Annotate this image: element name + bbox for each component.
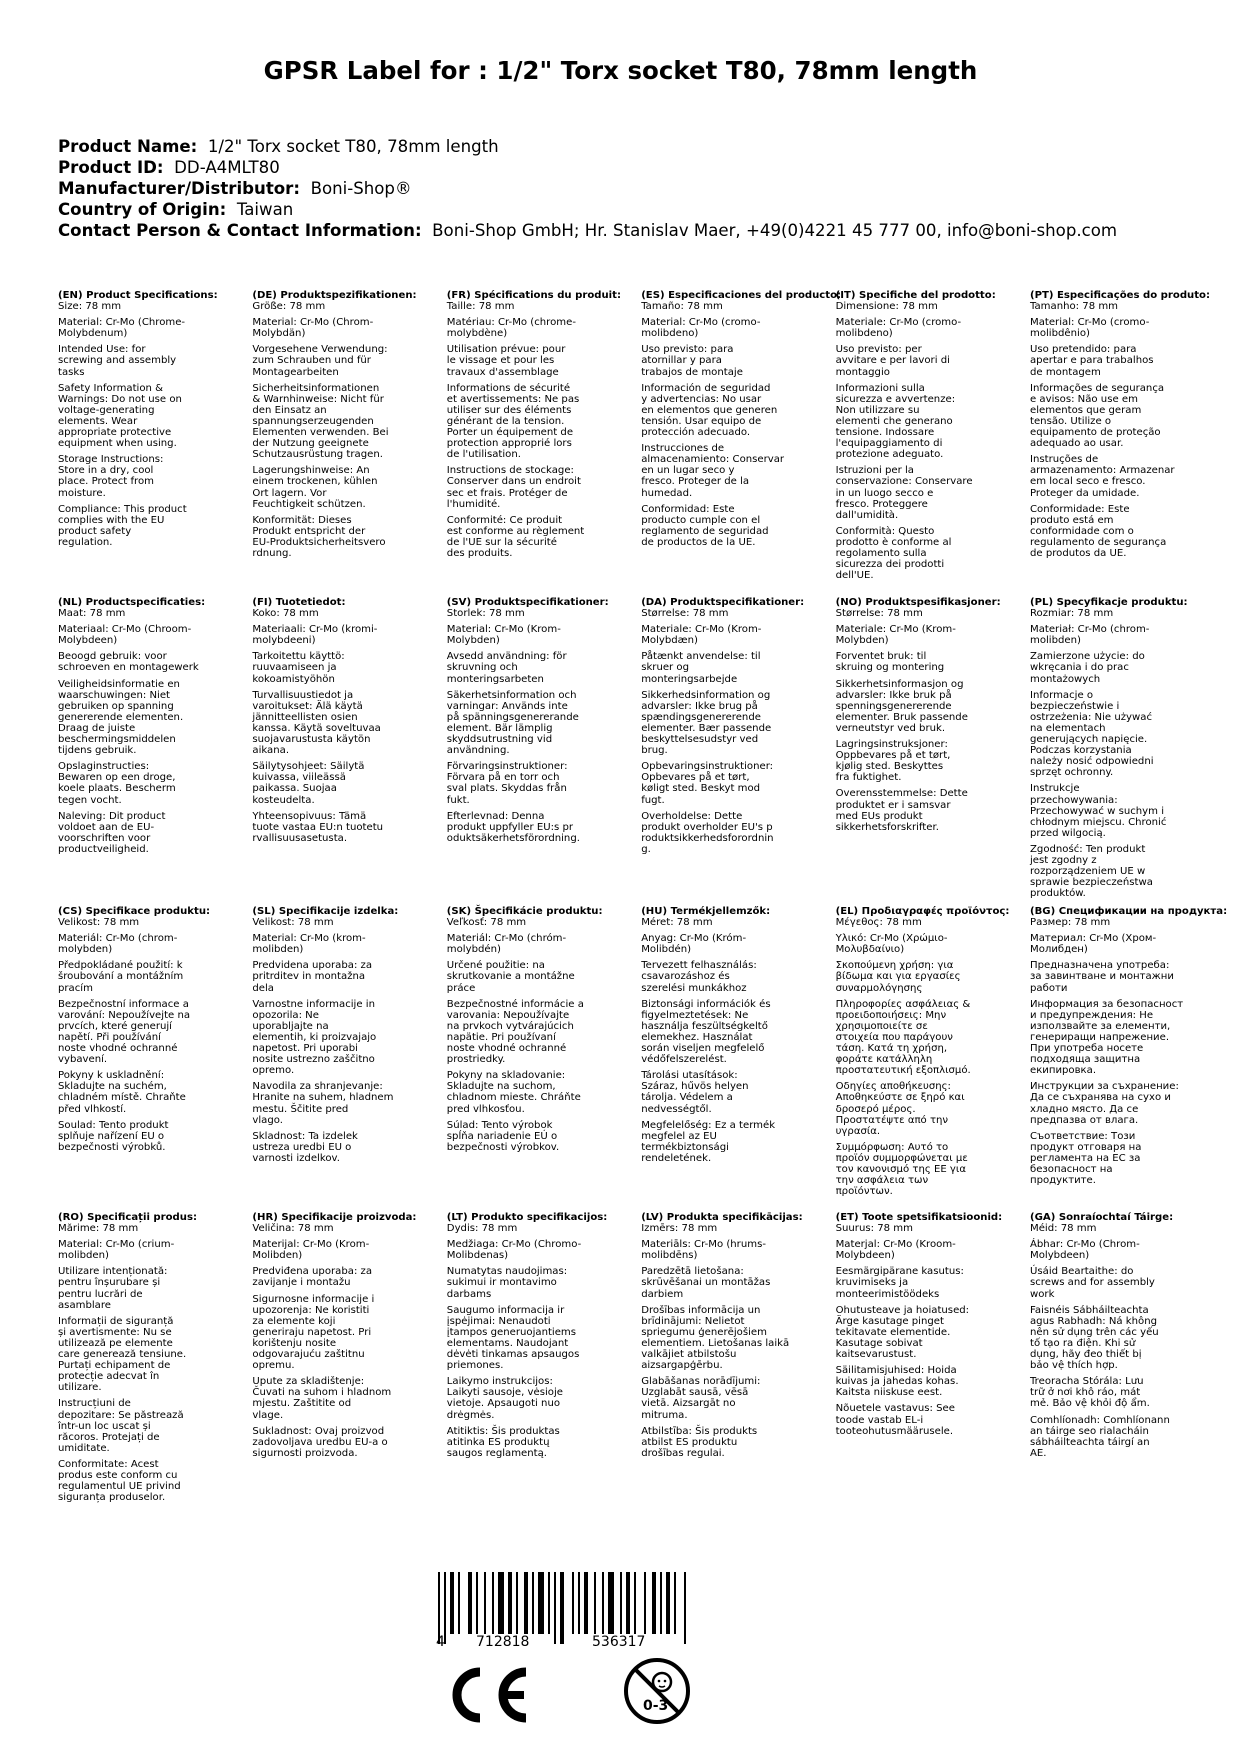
barcode-bar [508,1572,512,1634]
spec-paragraph: Velikost: 78 mm [58,917,140,929]
language-heading: (PL) Specyfikacje produktu: [1030,597,1188,608]
spec-paragraph: Material: Cr-Mo (Chrome- Molybdenum) [58,317,186,340]
language-heading: (FI) Tuotetiedot: [252,597,346,608]
barcode-bar [608,1572,614,1634]
spec-paragraph: Sigurnosne informacije i upozorenja: Ne koristiti za elemente koji generiraju napetost. Pri korištenju nosite odgovarajuću zaštitnu opremu. [252,1293,375,1372]
spec-paragraph: Förvaringsinstruktioner: Förvara på en torr och sval plats. Skyddas från fukt. [446,761,568,806]
spec-paragraph: Tárolási utasítások: Száraz, hűvös helyen tárolja. Védelem a nedvességtől. [641,1070,749,1115]
language-block [252,290,440,564]
spec-paragraph: Materiaal: Cr-Mo (Chroom- Molybdeen) [58,624,192,647]
spec-paragraph: Megfelelőség: Ez a termék megfelel az EU termékbiztonsági rendeletének. [641,1119,776,1164]
spec-paragraph: Οδηγίες αποθήκευσης: Αποθηκεύστε σε ξηρό και δροσερό μέρος. Προστατέψτε από την υγρασία. [835,1081,965,1137]
product-id-row [58,157,1208,178]
spec-paragraph: Predviđena uporaba: za zavijanje i montažu [252,1266,373,1289]
contact-label: Contact Person & Contact Information: [58,221,422,240]
spec-paragraph: Forventet bruk: til skruing og montering [835,651,945,674]
product-info [58,136,1208,241]
spec-paragraph: Materiale: Cr-Mo (Krom- Molybden) [835,624,956,647]
spec-paragraph: Predvidena uporaba: za pritrditev in montažna dela [252,960,373,994]
spec-paragraph: Material: Cr-Mo (Krom- Molybden) [446,624,561,647]
spec-paragraph: Opbevaringsinstruktioner: Opbevares på et tørt, køligt sted. Beskyt mod fugt. [641,761,774,806]
product-id-label: Product ID: [58,158,164,177]
spec-paragraph: Instrucțiuni de depozitare: Se păstrează într-un loc uscat și răcoros. Protejați de umiditate. [58,1398,184,1454]
spec-paragraph: Bezpečnostní informace a varování: Nepoužívejte na prvcích, které generují napětí. Při používání noste vhodné ochranné vybavení. [58,998,191,1066]
barcode-bar [594,1572,596,1634]
spec-paragraph: Instrucciones de almacenamiento: Conservar en un lugar seco y fresco. Proteger de la humedad. [641,443,785,499]
spec-paragraph: Předpokládané použití: k šroubování a montážním pracím [58,960,184,994]
spec-paragraph: Informacje o bezpieczeństwie i ostrzeżenia: Nie używać na elementach generujących napięcie. Podczas korzystania należy nosić odpowiedni sprzęt ochronny. [1030,689,1154,779]
spec-paragraph: Instruções de armazenamento: Armazenar em local seco e fresco. Proteger da umidade. [1030,454,1175,499]
spec-paragraph: Размер: 78 mm [1030,917,1111,929]
language-block [58,1212,246,1508]
manufacturer-value: Boni-Shop® [310,179,412,198]
spec-paragraph: Informații de siguranță și avertismente: Nu se utilizează pe elemente care generează tensiune. Purtați echipament de protecție adecvat în utilizare. [58,1315,187,1394]
spec-paragraph: Eesmärgipärane kasutus: kruvimiseks ja monteerimistöödeks [835,1266,964,1300]
spec-paragraph: Paredzētā lietošana: skrūvēšanai un montāžas darbiem [641,1266,771,1300]
spec-paragraph: Materiaali: Cr-Mo (kromi- molybdeeni) [252,624,378,647]
language-heading: (SK) Špecifikácie produktu: [446,906,603,917]
spec-paragraph: Naleving: Dit product voldoet aan de EU- voorschriften voor productveiligheid. [58,810,166,855]
spec-paragraph: Conformité: Ce produit est conforme au règlement de l'UE sur la sécurité des produits. [446,514,585,559]
language-block [836,1212,1024,1442]
language-block [58,290,246,553]
spec-paragraph: Turvallisuustiedot ja varoitukset: Älä käytä jännitteellisten osien kanssa. Käytä soveltuvaa suojavarustusta käytön aikana. [252,689,381,757]
age-warning-icon [622,1656,692,1726]
spec-paragraph: Beoogd gebruik: voor schroeven en montagewerk [58,651,199,674]
spec-paragraph: Veličina: 78 mm [252,1223,334,1235]
barcode-bar [468,1572,472,1634]
spec-paragraph: Intended Use: for screwing and assembly tasks [58,344,177,378]
spec-paragraph: Overholdelse: Dette produkt overholder EU's p roduktsikkerhedsforordnin g. [641,810,774,855]
barcode-bar [602,1572,604,1634]
spec-paragraph: Συμμόρφωση: Αυτό το προϊόν συμμορφώνεται με τον κανονισμό της ΕΕ για την ασφάλεια των προϊόντων. [835,1141,968,1198]
spec-paragraph: Treoracha Stórála: Lưu trữ ở nơi khô ráo, mát mẻ. Bảo vệ khỏi độ ẩm. [1030,1376,1150,1410]
barcode-bar [620,1572,622,1634]
language-block [447,290,635,564]
barcode-bar [548,1572,550,1634]
language-block [252,597,440,849]
spec-paragraph: Material: Cr-Mo (cromo- molibdênio) [1030,317,1150,340]
language-heading: (HR) Specifikacije proizvoda: [252,1212,417,1223]
spec-paragraph: Ohutusteave ja hoiatused: Ärge kasutage pinget tekitavate elementide. Kasutage sobivat kaitsevarustust. [835,1304,970,1361]
spec-paragraph: Dimensione: 78 mm [835,301,938,313]
spec-paragraph: Overensstemmelse: Dette produktet er i samsvar med EUs produkt sikkerhetsforskrifter. [835,788,968,833]
spec-paragraph: Conformitate: Acest produs este conform cu regulamentul UE privind siguranța produselor. [58,1458,181,1504]
spec-paragraph: Atbilstība: Šis produkts atbilst ES produktu drošības regulai. [641,1425,758,1459]
spec-paragraph: Bezpečnostné informácie a varovania: Nepoužívajte na prvkoch vytvárajúcich napätie. Pri používaní noste vhodné ochranné prostriedky. [446,998,584,1066]
spec-paragraph: Säilitamisjuhised: Hoida kuivas ja jahedas kohas. Kaitsta niiskuse eest. [835,1365,959,1399]
spec-paragraph: Maat: 78 mm [58,608,126,620]
spec-paragraph: Utilizare intenționată: pentru înșurubare și pentru lucrări de asamblare [58,1266,168,1311]
language-block [836,597,1024,838]
spec-paragraph: Material: Cr-Mo (cromo- molibdeno) [641,317,761,340]
barcode-bar [492,1572,494,1634]
language-heading: (EN) Product Specifications: [58,290,218,301]
language-block [252,906,440,1169]
spec-paragraph: Sicherheitsinformationen & Warnhinweise: Nicht für den Einsatz an spannungserzeugenden Elementen verwenden. Bei der Nutzung geeignete Schutzausrüstung tragen. [252,382,389,461]
spec-paragraph: Ábhar: Cr-Mo (Chrom- Molybdeen) [1030,1239,1140,1262]
language-heading: (DE) Produktspezifikationen: [252,290,417,301]
barcode-bar [578,1572,580,1634]
spec-paragraph: Materiál: Cr-Mo (chróm- molybdén) [446,933,567,956]
spec-paragraph: Σκοπούμενη χρήση: για βίδωμα και για εργασίες συναρμολόγησης [835,960,961,994]
language-heading: (BG) Спецификации на продукта: [1030,906,1228,917]
spec-paragraph: Materjal: Cr-Mo (Kroom- Molybdeen) [835,1239,956,1262]
barcode-bar [476,1572,478,1634]
barcode-bar [626,1572,630,1634]
barcode-bar [666,1572,670,1634]
spec-paragraph: Pokyny na skladovanie: Skladujte na suchom, chladnom mieste. Chráňte pred vlhkosťou. [446,1070,581,1115]
product-id-value: DD-A4MLT80 [174,158,280,177]
spec-paragraph: Taille: 78 mm [446,301,515,313]
barcode-bar [634,1572,636,1634]
language-heading: (SL) Specifikacije izdelka: [252,906,399,917]
spec-paragraph: Navodila za shranjevanje: Hranite na suhem, hladnem mestu. Ščitite pred vlago. [252,1081,394,1126]
language-heading: (DA) Produktspecifikationer: [641,597,805,608]
spec-paragraph: Varnostne informacije in opozorila: Ne uporabljajte na elementih, ki proizvajajo napetost. Pri uporabi nosite ustrezno zaščitno opremo. [252,998,377,1077]
spec-paragraph: Rozmiar: 78 mm [1030,608,1114,620]
spec-paragraph: Suurus: 78 mm [835,1223,913,1235]
spec-paragraph: Anyag: Cr-Mo (Króm- Molibdén) [641,933,747,956]
spec-paragraph: Mărime: 78 mm [58,1223,139,1235]
spec-paragraph: Storlek: 78 mm [446,608,525,620]
spec-paragraph: Tamanho: 78 mm [1030,301,1118,313]
language-heading: (LT) Produkto specifikacijos: [446,1212,608,1223]
spec-paragraph: Méret: 78 mm [641,917,713,929]
barcode-bar [538,1572,544,1634]
language-block [1030,290,1218,564]
age-label: 0-3 [643,1698,669,1714]
barcode-bar [584,1572,588,1634]
spec-paragraph: Opslaginstructies: Bewaren op een droge, koele plaats. Bescherm tegen vocht. [58,761,176,806]
spec-paragraph: Материал: Cr-Mo (Хром- Молибден) [1030,933,1157,956]
language-block [836,906,1024,1202]
spec-paragraph: Instrukcje przechowywania: Przechowywać w suchym i chłodnym miejscu. Chronić przed wilgocią. [1030,783,1167,839]
barcode-bar [560,1572,564,1644]
spec-paragraph: Sikkerhedsinformation og advarsler: Ikke brug på spændingsgenererende elementer. Bær passende beskyttelsesudstyr ved brug. [641,689,772,757]
barcode-bar [660,1572,662,1634]
language-block [447,1212,635,1464]
language-heading: (HU) Termékjellemzők: [641,906,771,917]
spec-paragraph: Medžiaga: Cr-Mo (Chromo- Molibdenas) [446,1239,582,1262]
language-heading: (NO) Produktspesifikasjoner: [835,597,1001,608]
spec-paragraph: Instructions de stockage: Conserver dans un endroit sec et frais. Protéger de l'humidité. [446,465,581,510]
spec-paragraph: Utilisation prévue: pour le vissage et pour les travaux d'assemblage [446,344,566,378]
spec-paragraph: Uso previsto: per avvitare e per lavori di montaggio [835,344,950,378]
spec-paragraph: Soulad: Tento produkt splňuje nařízení EU o bezpečnosti výrobků. [58,1119,169,1153]
spec-paragraph: Veiligheidsinformatie en waarschuwingen: Niet gebruiken op spanning genererende elementen. Draag de juiste beschermingsmiddelen tijdens gebruik. [58,678,184,757]
spec-paragraph: Υλικό: Cr-Mo (Χρώμιο- Μολυβδαίνιο) [835,933,948,956]
spec-paragraph: Saugumo informacija ir įspėjimai: Nenaudoti įtampos generuojantiems elementams. Naudojant dėvėti tinkamas apsaugos priemones. [446,1304,580,1372]
spec-paragraph: Vorgesehene Verwendung: zum Schrauben und für Montagearbeiten [252,344,388,378]
spec-paragraph: Velikost: 78 mm [252,917,334,929]
spec-paragraph: Úsáid Beartaithe: do screws and for assembly work [1030,1266,1155,1300]
language-heading: (PT) Especificações do produto: [1030,290,1211,301]
spec-paragraph: Veľkosť: 78 mm [446,917,527,929]
spec-paragraph: Drošības informācija un brīdinājumi: Nelietot spriegumu ģenerējošiem elementiem. Lietošanas laikā valkājiet atbilstošu aizsargapģērbu. [641,1304,790,1372]
language-block [58,906,246,1158]
language-heading: (GA) Sonraíochtaí Táirge: [1030,1212,1174,1223]
barcode-bar [532,1572,534,1634]
barcode-bar [572,1572,574,1634]
language-block [641,597,829,860]
spec-paragraph: Инструкции за съхранение: Да се съхранява на сухо и хладно място. Да се предпазва от влага. [1030,1081,1179,1126]
spec-paragraph: Säilytysohjeet: Säilytä kuivassa, viileässä paikassa. Suojaa kosteudelta. [252,761,365,806]
spec-paragraph: Určené použitie: na skrutkovanie a montážne práce [446,960,575,994]
country-label: Country of Origin: [58,200,227,219]
spec-paragraph: Zgodność: Ten produkt jest zgodny z rozporządzeniem UE w sprawie bezpieczeństwa produktów. [1030,843,1153,900]
spec-paragraph: Súlad: Tento výrobok spĺňa nariadenie EÚ o bezpečnosti výrobkov. [446,1119,560,1153]
barcode-bar [554,1572,556,1644]
spec-paragraph: Lagringsinstruksjoner: Oppbevares på et tørt, kjølig sted. Beskyttes fra fuktighet. [835,739,951,784]
spec-paragraph: Numatytas naudojimas: sukimui ir montavimo darbams [446,1266,568,1300]
language-block [252,1212,440,1464]
barcode-bar [524,1572,528,1634]
language-block [447,597,635,849]
contact-row [58,220,1208,241]
spec-paragraph: Pokyny k uskladnění: Skladujte na suchém, chladném místě. Chraňte před vlhkostí. [58,1070,186,1115]
contact-value: Boni-Shop GmbH; Hr. Stanislav Maer, +49(0)4221 45 777 00, info@boni-shop.com [432,221,1118,240]
page-title: GPSR Label for : 1/2" Torx socket T80, 78mm length [263,56,978,85]
language-block [1030,906,1228,1191]
spec-paragraph: Skladnost: Ta izdelek ustreza uredbi EU o varnosti izdelkov. [252,1130,358,1164]
language-heading: (ET) Toote spetsifikatsioonid: [835,1212,1003,1223]
spec-paragraph: Size: 78 mm [58,301,122,313]
spec-paragraph: Materiale: Cr-Mo (cromo- molibdeno) [835,317,962,340]
barcode-first-digit: 4 [436,1634,445,1650]
language-block [1030,1212,1218,1464]
spec-paragraph: Информация за безопасност и предупреждения: Не използвайте за елементи, генериращи напрежение. При употреба носете подходяща защитна екипировка. [1030,998,1184,1077]
spec-paragraph: Zamierzone użycie: do wkręcania i do prac montażowych [1030,651,1145,685]
spec-paragraph: Materiał: Cr-Mo (chrom- molibden) [1030,624,1150,647]
manufacturer-row [58,178,1208,199]
barcode-bar [450,1572,454,1634]
spec-paragraph: Material: Cr-Mo (Chrom- Molybdän) [252,317,374,340]
language-heading: (CS) Specifikace produktu: [58,906,211,917]
spec-paragraph: Tervezett felhasználás: csavarozáshoz és szerelési munkákhoz [641,960,757,994]
spec-paragraph: Efterlevnad: Denna produkt uppfyller EU:s pr oduktsäkerhetsförordning. [446,810,580,844]
country-value: Taiwan [236,200,294,219]
language-block [641,906,829,1169]
spec-paragraph: Atitiktis: Šis produktas atitinka ES produktų saugos reglamentą. [446,1425,560,1459]
spec-paragraph: Sukladnost: Ovaj proizvod zadovoljava uredbu EU-a o sigurnosti proizvoda. [252,1425,388,1459]
language-block [1030,597,1218,904]
language-heading: (FR) Spécifications du produit: [446,290,621,301]
spec-paragraph: Conformidad: Este producto cumple con el reglamento de seguridad de productos de la UE. [641,503,769,548]
spec-paragraph: Materiale: Cr-Mo (Krom- Molybdæn) [641,624,762,647]
barcode-bar [498,1572,504,1634]
spec-paragraph: Matériau: Cr-Mo (chrome- molybdène) [446,317,576,340]
barcode-right-digits: 536317 [592,1634,646,1650]
language-heading: (RO) Specificații produs: [58,1212,198,1223]
spec-paragraph: Istruzioni per la conservazione: Conservare in un luogo secco e fresco. Proteggere dall'umidità. [835,465,973,521]
spec-paragraph: Tamaño: 78 mm [641,301,723,313]
language-block [641,290,842,553]
barcode-left-digits: 712818 [476,1634,530,1650]
language-heading: (LV) Produkta specifikācijas: [641,1212,803,1223]
language-heading: (IT) Specifiche del prodotto: [835,290,996,301]
barcode-bar [458,1572,460,1634]
product-name-label: Product Name: [58,137,198,156]
spec-paragraph: Informations de sécurité et avertissements: Ne pas utiliser sur des éléments générant de la tension. Porter un équipement de protection approprié lors de l'utilisation. [446,382,580,461]
spec-paragraph: Dydis: 78 mm [446,1223,518,1235]
spec-paragraph: Yhteensopivuus: Tämä tuote vastaa EU:n tuotetu rvallisuusasetusta. [252,810,384,844]
ce-mark-icon [446,1664,532,1726]
spec-paragraph: Méid: 78 mm [1030,1223,1097,1235]
spec-paragraph: Størrelse: 78 mm [641,608,729,620]
spec-paragraph: Съответствие: Този продукт отговаря на регламента на ЕС за безопасност на продуктите. [1030,1130,1142,1187]
barcode-bar [484,1572,486,1634]
language-heading: (ES) Especificaciones del producto: [641,290,842,301]
spec-paragraph: Storage Instructions: Store in a dry, cool place. Protect from moisture. [58,454,164,499]
spec-paragraph: Uso pretendido: para apertar e para trabalhos de montagem [1030,344,1154,378]
spec-paragraph: Material: Cr-Mo (krom- molibden) [252,933,366,956]
spec-paragraph: Påtænkt anvendelse: til skruer og monteringsarbejde [641,651,761,685]
language-block [836,290,1024,586]
spec-paragraph: Avsedd användning: för skruvning och monteringsarbeten [446,651,567,685]
language-block [641,1212,829,1464]
spec-paragraph: Materiál: Cr-Mo (chrom- molybden) [58,933,178,956]
barcode-bar [652,1572,656,1634]
country-row [58,199,1208,220]
spec-paragraph: Materijal: Cr-Mo (Krom- Molibden) [252,1239,370,1262]
spec-paragraph: Nõuetele vastavus: See toode vastab EL-i tooteohutusmäärusele. [835,1403,955,1437]
spec-paragraph: Información de seguridad y advertencias: No usar en elementos que generen tensión. Usar equipo de protección adecuado. [641,382,778,439]
product-name-value: 1/2" Torx socket T80, 78mm length [207,137,499,156]
spec-paragraph: Laikymo instrukcijos: Laikyti sausoje, vėsioje vietoje. Apsaugoti nuo drėgmės. [446,1376,563,1421]
spec-paragraph: Safety Information & Warnings: Do not use on voltage-generating elements. Wear appropriate protective equipment when using. [58,382,182,450]
spec-paragraph: Biztonsági információk és figyelmeztetések: Ne használja feszültségkeltő elemekhez. Használat során viseljen megfelelő védőfelszerelést. [641,998,771,1066]
spec-paragraph: Compliance: This product complies with the EU product safety regulation. [58,503,187,548]
spec-paragraph: Uso previsto: para atornillar y para trabajos de montaje [641,344,743,378]
language-heading: (SV) Produktspecifikationer: [446,597,609,608]
spec-paragraph: Μέγεθος: 78 mm [835,917,922,929]
language-heading: (EL) Προδιαγραφές προϊόντος: [835,906,1010,917]
barcode-bar [674,1572,676,1634]
spec-paragraph: Materiāls: Cr-Mo (hrums- molibdēns) [641,1239,766,1262]
spec-paragraph: Conformidade: Este produto está em conformidade com o regulamento de segurança de produtos da UE. [1030,503,1167,559]
spec-paragraph: Material: Cr-Mo (crium- molibden) [58,1239,175,1262]
spec-paragraph: Säkerhetsinformation och varningar: Används inte på spänningsgenererande element. Bär lämplig skyddsutrustning vid användning. [446,689,579,757]
language-block [447,906,635,1158]
manufacturer-label: Manufacturer/Distributor: [58,179,301,198]
spec-paragraph: Izmērs: 78 mm [641,1223,718,1235]
spec-paragraph: Faisnéis Sábháilteachta agus Rabhadh: Ná không nên sử dụng trên các yếu tố tạo ra điện. Khi sử dụng, hãy đeo thiết bị bảo vệ thích hợp. [1030,1304,1159,1372]
barcode-bar [684,1572,686,1644]
spec-paragraph: Tarkoitettu käyttö: ruuvaamiseen ja kokoamistyöhön [252,651,345,685]
spec-paragraph: Lagerungshinweise: An einem trockenen, kühlen Ort lagern. Vor Feuchtigkeit schützen. [252,465,378,510]
spec-paragraph: Konformität: Dieses Produkt entspricht der EU-Produktsicherheitsvero rdnung. [252,514,386,559]
spec-paragraph: Größe: 78 mm [252,301,326,313]
language-heading: (NL) Productspecificaties: [58,597,206,608]
product-name-row [58,136,1208,157]
spec-paragraph: Comhlíonadh: Comhlíonann an táirge seo rialacháin sábháilteachta táirgí an AE. [1030,1414,1170,1459]
spec-paragraph: Koko: 78 mm [252,608,319,620]
spec-paragraph: Conformità: Questo prodotto è conforme al regolamento sulla sicurezza dei prodotti dell'UE. [835,525,952,582]
spec-paragraph: Upute za skladištenje: Čuvati na suhom i hladnom mjestu. Zaštitite od vlage. [252,1376,392,1421]
barcode-bar [644,1572,646,1634]
spec-paragraph: Informazioni sulla sicurezza e avvertenze: Non utilizzare su elementi che generano tensione. Indossare l'equipaggiamento di protezione adeguato. [835,382,956,461]
spec-paragraph: Glabāšanas norādījumi: Uzglabāt sausā, vēsā vietā. Aizsargāt no mitruma. [641,1376,761,1421]
language-block [58,597,246,860]
spec-paragraph: Πληροφορίες ασφάλειας & προειδοποιήσεις: Μην χρησιμοποιείτε σε στοιχεία που παράγουν τάση. Κατά τη χρήση, φοράτε κατάλληλη προστατευτική εξοπλισμό. [835,998,971,1077]
spec-paragraph: Størrelse: 78 mm [835,608,923,620]
barcode-bar [516,1572,518,1634]
spec-paragraph: Sikkerhetsinformasjon og advarsler: Ikke bruk på spenningsgenererende elementer. Bruk passende verneutstyr ved bruk. [835,678,968,734]
spec-paragraph: Informações de segurança e avisos: Não use em elementos que geram tensão. Utilize o equipamento de proteção adequado ao usar. [1030,382,1165,450]
spec-paragraph: Предназначена употреба: за завинтване и монтажни работи [1030,960,1174,994]
